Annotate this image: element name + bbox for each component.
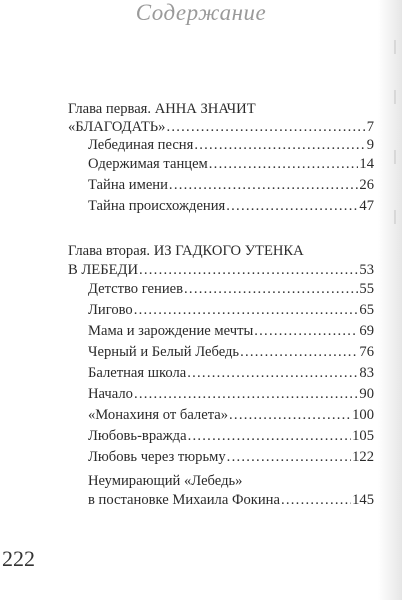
toc-entry: [88, 197, 374, 215]
toc-entry: [88, 491, 374, 509]
leader-dots: [281, 491, 351, 509]
leader-dots: [240, 343, 358, 361]
toc-entry-label: «Монахиня от балета»: [88, 407, 229, 423]
chapter-2-heading-line: [68, 261, 374, 279]
chapter-1-heading: Глава первая. АННА ЗНАЧИТ: [68, 101, 256, 117]
toc-entry-label: Тайна имени: [88, 177, 168, 193]
edge-mark: [394, 150, 396, 164]
toc-entry-page: 14: [359, 156, 374, 172]
toc-entry: [88, 280, 374, 298]
toc-entry-page: 9: [366, 137, 374, 153]
toc-entry-page: 105: [352, 428, 374, 444]
toc-entry-label: Одержимая танцем: [88, 156, 208, 172]
toc-entry-label: Тайна происхождения: [88, 198, 226, 214]
edge-mark: [394, 40, 396, 54]
leader-dots: [134, 385, 358, 403]
toc-entry: [88, 385, 374, 403]
toc-entry: [88, 364, 374, 382]
toc-entry-label: Балетная школа: [88, 365, 187, 381]
chapter-2-page: 53: [359, 262, 374, 278]
leader-dots: [184, 280, 358, 298]
toc-entry-label: Лигово: [88, 302, 133, 318]
leader-dots: [134, 301, 359, 319]
toc-entry: [88, 448, 374, 466]
page-number: 222: [2, 546, 35, 571]
toc-entry-label: Неумирающий «Лебедь»: [88, 473, 243, 489]
toc-entry: [88, 136, 374, 154]
toc-entry-page: 122: [352, 449, 374, 465]
toc-entry-label: Любовь-вражда: [88, 428, 187, 444]
toc-entry-label: Детство гениев: [88, 281, 184, 297]
leader-dots: [169, 176, 358, 194]
toc-entry-page: 65: [359, 302, 374, 318]
leader-dots: [254, 322, 358, 340]
toc-entry-label: Мама и зарождение мечты: [88, 323, 254, 339]
toc-entry-page: 100: [352, 407, 374, 423]
toc-entry: [88, 406, 374, 424]
edge-mark: [394, 90, 396, 104]
leader-dots: [209, 155, 359, 173]
leader-dots: [227, 448, 351, 466]
toc-entry-label: Лебединая песня: [88, 137, 194, 153]
chapter-2-heading: Глава вторая. ИЗ ГАДКОГО УТЕНКА: [68, 243, 304, 259]
toc-entry: [88, 301, 374, 319]
toc-entry: [88, 322, 374, 340]
page-edge-shadow: [378, 0, 402, 600]
leader-dots: [139, 261, 358, 279]
toc-entry: [88, 176, 374, 194]
chapter-1-heading-cont: «БЛАГОДАТЬ»: [68, 119, 166, 135]
toc-entry-page: 76: [359, 344, 374, 360]
toc-entry-page: 90: [359, 386, 374, 402]
leader-dots: [226, 197, 358, 215]
leader-dots: [188, 427, 352, 445]
chapter-1-page: 7: [366, 119, 374, 135]
edge-mark: [394, 210, 396, 224]
toc-entry-page: 26: [359, 177, 374, 193]
toc-entry-page: 83: [359, 365, 374, 381]
leader-dots: [194, 136, 365, 154]
toc-entry-label-cont: в постановке Михаила Фокина: [88, 492, 280, 508]
toc-entry-page: 69: [359, 323, 374, 339]
leader-dots: [187, 364, 358, 382]
leader-dots: [229, 406, 351, 424]
chapter-2-heading-cont: В ЛЕБЕДИ: [68, 262, 138, 278]
chapter-1-heading-line: [68, 118, 374, 136]
toc-entry: [88, 155, 374, 173]
toc-entry-page: 145: [352, 492, 374, 508]
toc-entry-label: Черный и Белый Лебедь: [88, 344, 240, 360]
toc-entry: [88, 427, 374, 445]
page-title: Содержание: [135, 0, 267, 25]
toc-entry-label: Начало: [88, 386, 133, 402]
toc-entry-label: Любовь через тюрьму: [88, 449, 226, 465]
toc-entry: [88, 343, 374, 361]
leader-dots: [166, 118, 365, 136]
toc-entry-page: 55: [359, 281, 374, 297]
toc-entry-page: 47: [359, 198, 374, 214]
